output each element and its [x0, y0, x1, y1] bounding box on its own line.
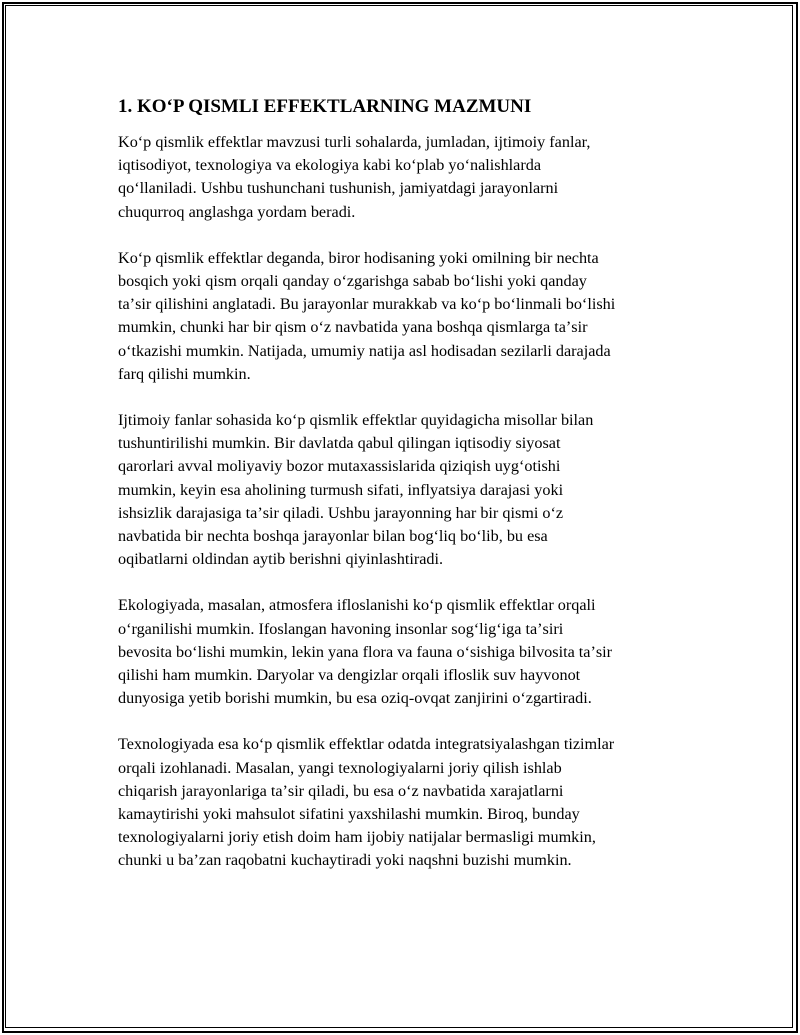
text-line: chunki u baʼzan raqobatni kuchaytiradi yoki naqshni buzishi mumkin.: [118, 851, 572, 870]
text-line: iqtisodiyot, texnologiya va ekologiya kabi koʻplab yoʻnalishlarda: [118, 156, 542, 175]
text-line: ishsizlik darajasiga taʼsir qiladi. Ushbu jarayonning har bir qismi oʻz: [118, 503, 564, 522]
text-line: Koʻp qismlik effektlar mavzusi turli sohalarda, jumladan, ijtimoiy fanlar,: [118, 133, 591, 151]
text-line: oqibatlarni oldindan aytib berishni qiyinlashtiradi.: [118, 550, 444, 569]
text-line: oʻrganilishi mumkin. Ifoslangan havoning insonlar sogʻligʻiga taʼsiri: [118, 619, 564, 638]
paragraph-definition: [118, 247, 698, 386]
text-line: qarorlari avval moliyaviy bozor mutaxassislarida qiziqish uygʻotishi: [118, 457, 561, 476]
document-body: [118, 94, 698, 896]
text-line: dunyosiga yetib borishi mumkin, bu esa oziq-ovqat zanjirini oʻzgartiradi.: [118, 689, 592, 708]
text-line: navbatida bir nechta boshqa jarayonlar bilan bogʻliq boʻlib, bu esa: [118, 527, 548, 546]
text-line: farq qilishi mumkin.: [118, 364, 251, 383]
text-line: Koʻp qismlik effektlar deganda, biror hodisaning yoki omilning bir nechta: [118, 248, 599, 267]
paragraph-technology: [118, 733, 698, 872]
text-line: taʼsir qilishini anglatadi. Bu jarayonlar murakkab va koʻp boʻlinmali boʻlishi: [118, 295, 616, 314]
text-line: chiqarish jarayonlariga taʼsir qiladi, bu esa oʻz navbatida xarajatlarni: [118, 781, 564, 800]
paragraph-intro: [118, 131, 698, 224]
text-line: oʻtkazishi mumkin. Natijada, umumiy natija asl hodisadan sezilarli darajada: [118, 341, 611, 360]
text-line: tushuntirilishi mumkin. Bir davlatda qabul qilingan iqtisodiy siyosat: [118, 434, 561, 453]
text-line: mumkin, chunki har bir qism oʻz navbatida yana boshqa qismlarga taʼsir: [118, 318, 588, 337]
text-line: texnologiyalarni joriy etish doim ham ijobiy natijalar bermasligi mumkin,: [118, 828, 596, 847]
text-line: Texnologiyada esa koʻp qismlik effektlar odatda integratsiyalashgan tizimlar: [118, 735, 615, 754]
text-line: bosqich yoki qism orqali qanday oʻzgarishga sabab boʻlishi yoki qanday: [118, 272, 587, 291]
paragraph-ecology: [118, 594, 698, 710]
text-line: qilishi ham mumkin. Daryolar va dengizlar orqali ifloslik suv hayvonot: [118, 666, 581, 685]
page-title: 1. KOʻP QISMLI EFFEKTLARNING MAZMUNI: [118, 96, 532, 117]
text-line: chuqurroq anglashga yordam beradi.: [118, 202, 356, 221]
text-line: Ekologiyada, masalan, atmosfera ifloslanishi koʻp qismlik effektlar orqali: [118, 596, 596, 615]
paragraph-social-sciences: [118, 409, 698, 571]
text-line: qoʻllaniladi. Ushbu tushunchani tushunish, jamiyatdagi jarayonlarni: [118, 179, 559, 198]
text-line: kamaytirishi yoki mahsulot sifatini yaxshilashi mumkin. Biroq, bunday: [118, 805, 580, 824]
text-line: bevosita boʻlishi mumkin, lekin yana flora va fauna oʻsishiga bilvosita taʼsir: [118, 642, 613, 661]
text-line: mumkin, keyin esa aholining turmush sifati, inflyatsiya darajasi yoki: [118, 480, 564, 499]
text-line: Ijtimoiy fanlar sohasida koʻp qismlik effektlar quyidagicha misollar bilan: [118, 411, 594, 430]
text-line: orqali izohlanadi. Masalan, yangi texnologiyalarni joriy qilish ishlab: [118, 758, 562, 777]
